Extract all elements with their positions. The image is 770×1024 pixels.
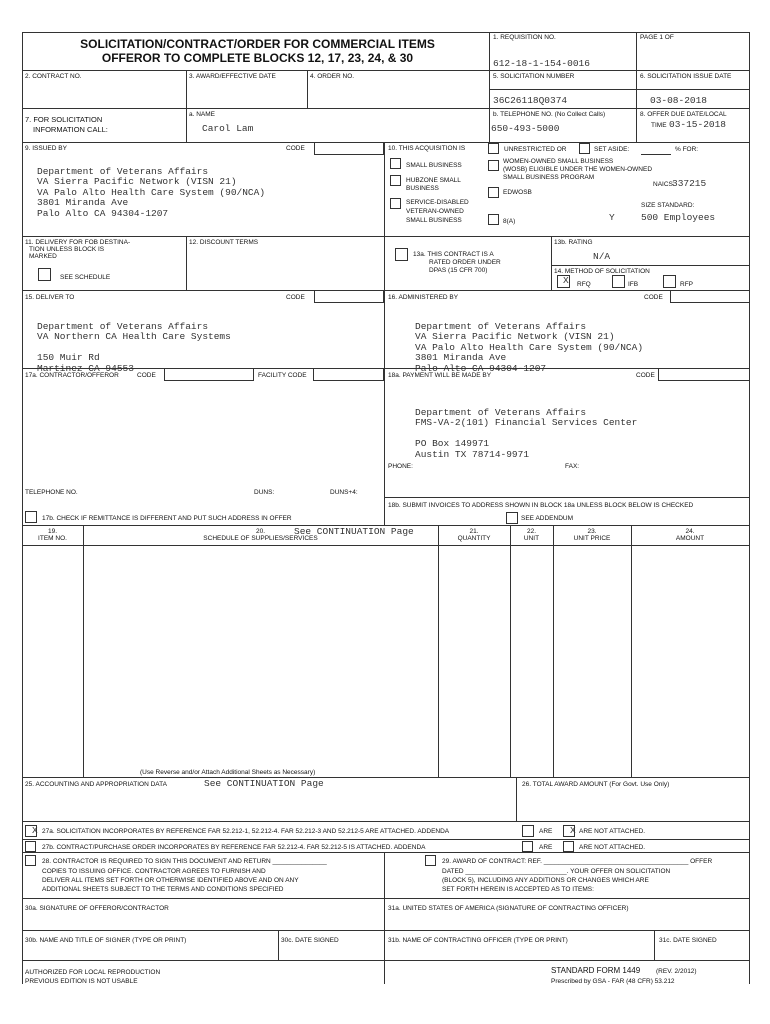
block27b-label: 27b. CONTRACT/PURCHASE ORDER INCORPORATES BY REFERENCE FAR 52.212-4. FAR 52.212-5 IS ATTACHED. ADDENDA — [42, 844, 426, 851]
edwosb-checkbox[interactable] — [488, 187, 499, 198]
edwosb-label: EDWOSB — [503, 189, 532, 196]
see-addendum-label: SEE ADDENDUM — [521, 515, 574, 522]
hubzone-checkbox[interactable] — [390, 175, 401, 186]
acquisition-label: 10. THIS ACQUISITION IS — [388, 145, 466, 152]
small-business-checkbox[interactable] — [390, 158, 401, 169]
rating-value[interactable]: N/A — [593, 251, 611, 262]
issue-date-label: 6. SOLICITATION ISSUE DATE — [640, 73, 732, 80]
unrestricted-label: UNRESTRICTED OR — [504, 146, 567, 153]
rated-order-label-3: DPAS (15 CFR 700) — [429, 267, 488, 274]
administered-by-code-field[interactable] — [670, 290, 750, 303]
hubzone-label-2: BUSINESS — [406, 185, 439, 192]
block11-label-2: TION UNLESS BLOCK IS — [29, 246, 105, 253]
wosb-label-3: SMALL BUSINESS PROGRAM — [503, 174, 595, 181]
contractor-label: 17a. CONTRACTOR/OFFEROR — [25, 372, 119, 379]
administered-by-label: 16. ADMINISTERED BY — [388, 294, 459, 301]
duns4-label: DUNS+4: — [330, 489, 358, 496]
size-standard-label: SIZE STANDARD: — [641, 202, 695, 209]
block27b-are-checkbox[interactable] — [522, 841, 533, 852]
reverse-note: (Use Reverse and/or Attach Additional Sheets as Necessary) — [140, 769, 316, 776]
requisition-no-label: 1. REQUISITION NO. — [493, 34, 556, 41]
naics-value[interactable]: 337215 — [672, 178, 707, 189]
block28-line-3: DELIVER ALL ITEMS SET FORTH OR OTHERWISE IDENTIFIED ABOVE AND ON ANY — [42, 877, 299, 884]
footer-form-number: STANDARD FORM 1449 — [551, 966, 641, 975]
wosb-checkbox[interactable] — [488, 160, 499, 171]
administered-by-line: VA Sierra Pacific Network (VISN 21) — [415, 331, 615, 343]
method-label: 14. METHOD OF SOLICITATION — [554, 268, 650, 275]
submit-invoices-label: 18b. SUBMIT INVOICES TO ADDRESS SHOWN IN BLOCK 18a UNLESS BLOCK BELOW IS CHECKED — [388, 502, 694, 509]
issued-by-line: Palo Alto CA 94304-1207 — [37, 207, 169, 219]
schedule-body[interactable] — [22, 546, 749, 768]
block27a-label: 27a. SOLICITATION INCORPORATES BY REFERENCE FAR 52.212-1, 52.212-4. FAR 52.212-3 AND 52.212-5 ARE ATTACHED. ADDENDA — [42, 828, 450, 835]
payment-line: Austin TX 78714-9971 — [415, 448, 530, 460]
ifb-checkbox[interactable] — [612, 275, 625, 288]
payment-label: 18a. PAYMENT WILL BE MADE BY — [388, 372, 492, 379]
administered-by-code-label: CODE — [644, 294, 663, 301]
contractor-code-label: CODE — [137, 372, 156, 379]
size-standard-value[interactable]: 500 Employees — [641, 212, 716, 223]
col-unit-price-num: 23. — [587, 528, 597, 535]
wosb-label-2: (WOSB) ELIGIBLE UNDER THE WOMEN-OWNED — [503, 166, 653, 173]
payment-line: Department of Veterans Affairs — [415, 406, 587, 418]
col-quantity: QUANTITY — [457, 535, 491, 542]
issued-by-line: VA Sierra Pacific Network (VISN 21) — [37, 176, 237, 188]
col-schedule: SCHEDULE OF SUPPLIES/SERVICES — [203, 535, 318, 542]
signer-name-label: 30b. NAME AND TITLE OF SIGNER (TYPE OR PRINT) — [25, 937, 187, 944]
schedule-continuation-note: See CONTINUATION Page — [294, 526, 414, 537]
contractor-telephone-label: TELEPHONE NO. — [25, 489, 78, 496]
order-no-label: 4. ORDER NO. — [310, 73, 355, 80]
see-schedule-label: SEE SCHEDULE — [60, 274, 111, 281]
block27a-are-label: ARE — [539, 828, 553, 835]
form-title: SOLICITATION/CONTRACT/ORDER FOR COMMERCIAL ITEMS — [80, 37, 435, 51]
block29-line-2: DATED ____________________________. YOUR OFFER ON SOLICITATION — [442, 868, 671, 875]
administered-by-line: 3801 Miranda Ave — [415, 352, 507, 364]
rated-order-label-2: RATED ORDER UNDER — [429, 259, 501, 266]
deliver-to-code-field[interactable] — [314, 290, 384, 303]
offeror-signature-label: 30a. SIGNATURE OF OFFEROR/CONTRACTOR — [25, 905, 169, 912]
issued-by-line: Department of Veterans Affairs — [37, 165, 209, 177]
sdvosb-label-3: SMALL BUSINESS — [406, 217, 462, 224]
solicitation-no-value[interactable]: 36C26118Q0374 — [493, 95, 568, 106]
block28-line-1: 28. CONTRACTOR IS REQUIRED TO SIGN THIS DOCUMENT AND RETURN _______________ — [42, 858, 327, 865]
block11-label-3: MARKED — [29, 253, 57, 260]
payment-code-label: CODE — [636, 372, 655, 379]
sdvosb-label-2: VETERAN-OWNED — [406, 208, 464, 215]
set-aside-percent-line[interactable] — [641, 154, 671, 155]
deliver-to-line: Department of Veterans Affairs — [37, 320, 209, 332]
block27b-are-label: ARE — [539, 844, 553, 851]
col-unit-num: 22. — [526, 528, 537, 535]
block27b-checkbox[interactable] — [25, 841, 36, 852]
rating-label: 13b. RATING — [554, 239, 593, 246]
block27a-x-mark: X — [32, 825, 38, 836]
administered-by-line: Department of Veterans Affairs — [415, 320, 587, 332]
col-unit-price: UNIT PRICE — [573, 535, 611, 542]
payment-line: PO Box 149971 — [415, 438, 490, 450]
see-schedule-checkbox[interactable] — [38, 268, 51, 281]
footer-local-reproduction: AUTHORIZED FOR LOCAL REPRODUCTION — [25, 969, 161, 976]
size-standard-y-mark: Y — [609, 212, 615, 223]
block27a-are-not-x-mark: X — [570, 825, 576, 836]
footer-revision: (REV. 2/2012) — [656, 968, 697, 975]
requisition-no-value[interactable]: 612-18-1-154-0016 — [493, 58, 590, 69]
offeror-signature-field[interactable] — [23, 914, 383, 929]
block28-line-2: COPIES TO ISSUING OFFICE. CONTRACTOR AGREES TO FURNISH AND — [42, 868, 266, 875]
eight-a-checkbox[interactable] — [488, 214, 499, 225]
see-addendum-checkbox[interactable] — [506, 512, 518, 524]
rfp-checkbox[interactable] — [663, 275, 676, 288]
officer-date-label: 31c. DATE SIGNED — [659, 937, 717, 944]
offer-due-value[interactable]: 03-15-2018 — [669, 119, 727, 130]
telephone-value[interactable]: 650-493-5000 — [491, 123, 560, 134]
payment-fax-label: FAX: — [565, 463, 580, 470]
sdvosb-checkbox[interactable] — [390, 198, 401, 209]
col-amount-num: 24. — [685, 528, 695, 535]
deliver-to-line: VA Northern CA Health Care Systems — [37, 331, 231, 343]
payment-line: FMS-VA-2(101) Financial Services Center — [415, 417, 638, 429]
signer-date-label: 30c. DATE SIGNED — [281, 937, 339, 944]
sdvosb-label-1: SERVICE-DISABLED — [406, 199, 469, 206]
ifb-label: IFB — [628, 281, 639, 288]
wosb-label-1: WOMEN-OWNED SMALL BUSINESS — [503, 158, 614, 165]
accounting-label: 25. ACCOUNTING AND APPROPRIATION DATA — [25, 781, 167, 788]
issued-by-line: VA Palo Alto Health Care System (90/NCA) — [37, 186, 266, 198]
issued-by-address[interactable] — [37, 156, 265, 220]
col-amount: AMOUNT — [675, 535, 705, 542]
form-subtitle: OFFEROR TO COMPLETE BLOCKS 12, 17, 23, 24, & 30 — [101, 51, 414, 65]
rated-order-checkbox[interactable] — [395, 248, 408, 261]
deliver-to-line: 150 Muir Rd — [37, 352, 100, 364]
for-solicitation-label: 7. FOR SOLICITATION — [25, 115, 103, 124]
col-item-no-num: 19. — [47, 528, 58, 535]
deliver-to-address[interactable] — [37, 311, 231, 375]
col-schedule-num: 20. — [255, 528, 266, 535]
contractor-code-field[interactable] — [164, 368, 254, 381]
block27b-are-not-label: ARE NOT ATTACHED. — [579, 844, 646, 851]
administered-by-line: Palo Alto CA 94304-1207 — [415, 362, 547, 374]
payment-code-field[interactable] — [658, 368, 750, 381]
contract-no-label: 2. CONTRACT NO. — [25, 73, 82, 80]
rfq-x-mark: X — [563, 275, 569, 286]
col-item-no: ITEM NO. — [38, 535, 67, 542]
offer-due-label: 8. OFFER DUE DATE/LOCAL — [640, 111, 727, 118]
offer-due-time-label: TIME — [651, 122, 667, 129]
page-label: PAGE 1 OF — [640, 34, 674, 41]
col-unit: UNIT — [523, 535, 540, 542]
percent-for-label: % FOR: — [675, 146, 699, 153]
small-business-label: SMALL BUSINESS — [406, 162, 462, 169]
issued-by-line: 3801 Miranda Ave — [37, 197, 129, 209]
rfp-label: RFP — [680, 281, 693, 288]
issued-by-label: 9. ISSUED BY — [25, 145, 67, 152]
deliver-to-label: 15. DELIVER TO — [25, 294, 75, 301]
block29-line-1: 29. AWARD OF CONTRACT: REF. ________________________________________ OFFER — [442, 858, 713, 865]
facility-code-label: FACILITY CODE — [258, 372, 307, 379]
payment-address[interactable] — [415, 397, 637, 461]
issue-date-value[interactable]: 03-08-2018 — [650, 95, 708, 106]
rfq-label: RFQ — [577, 281, 591, 288]
block29-line-4: SET FORTH HEREIN IS ACCEPTED AS TO ITEMS: — [442, 886, 594, 893]
issued-by-code-field[interactable] — [314, 142, 384, 155]
total-award-label: 26. TOTAL AWARD AMOUNT (For Govt. Use Only) — [522, 781, 670, 788]
remittance-label: 17b. CHECK IF REMITTANCE IS DIFFERENT AND PUT SUCH ADDRESS IN OFFER — [42, 515, 292, 522]
block29-checkbox[interactable] — [425, 855, 436, 866]
remittance-checkbox[interactable] — [25, 511, 37, 523]
name-label: a. NAME — [189, 111, 216, 118]
solicitation-no-label: 5. SOLICITATION NUMBER — [493, 73, 575, 80]
officer-name-label: 31b. NAME OF CONTRACTING OFFICER (TYPE OR PRINT) — [388, 937, 568, 944]
block27a-are-not-label: ARE NOT ATTACHED. — [579, 828, 646, 835]
deliver-to-code-label: CODE — [286, 294, 305, 301]
info-call-label: INFORMATION CALL: — [33, 125, 108, 134]
block11-label-1: 11. DELIVERY FOR FOB DESTINA- — [25, 239, 131, 246]
set-aside-checkbox[interactable] — [579, 143, 590, 154]
payment-phone-label: PHONE: — [388, 463, 413, 470]
accounting-value[interactable]: See CONTINUATION Page — [204, 778, 324, 789]
set-aside-label: SET ASIDE: — [594, 146, 630, 153]
discount-terms-label: 12. DISCOUNT TERMS — [189, 239, 259, 246]
duns-label: DUNS: — [254, 489, 275, 496]
col-quantity-num: 21. — [469, 528, 479, 535]
block27b-are-not-checkbox[interactable] — [563, 841, 574, 852]
footer-previous-edition: PREVIOUS EDITION IS NOT USABLE — [25, 978, 138, 985]
unrestricted-checkbox[interactable] — [488, 143, 499, 154]
rated-order-label-1: 13a. THIS CONTRACT IS A — [413, 251, 494, 258]
telephone-label: b. TELEPHONE NO. (No Collect Calls) — [493, 111, 606, 118]
block29-line-3: (BLOCK 5), INCLUDING ANY ADDITIONS OR CHANGES WHICH ARE — [442, 877, 649, 884]
eight-a-label: 8(A) — [503, 218, 516, 225]
facility-code-field[interactable] — [313, 368, 384, 381]
contact-name-value[interactable]: Carol Lam — [202, 123, 254, 134]
deliver-to-line: Martinez CA 94553 — [37, 362, 134, 374]
administered-by-line: VA Palo Alto Health Care System (90/NCA) — [415, 341, 644, 353]
officer-signature-field[interactable] — [385, 914, 748, 929]
block28-line-4: ADDITIONAL SHEETS SUBJECT TO THE TERMS AND CONDITIONS SPECIFIED — [42, 886, 284, 893]
footer-prescribed: Prescribed by GSA - FAR (48 CFR) 53.212 — [551, 978, 675, 985]
officer-signature-label: 31a. UNITED STATES OF AMERICA (SIGNATURE OF CONTRACTING OFFICER) — [388, 905, 629, 912]
hubzone-label-1: HUBZONE SMALL — [406, 177, 461, 184]
block27a-are-checkbox[interactable] — [522, 825, 534, 837]
award-date-label: 3. AWARD/EFFECTIVE DATE — [189, 73, 276, 80]
naics-label: NAICS: — [653, 181, 675, 188]
block28-checkbox[interactable] — [25, 855, 36, 866]
issued-by-code-label: CODE — [286, 145, 305, 152]
administered-by-address[interactable] — [415, 311, 643, 375]
